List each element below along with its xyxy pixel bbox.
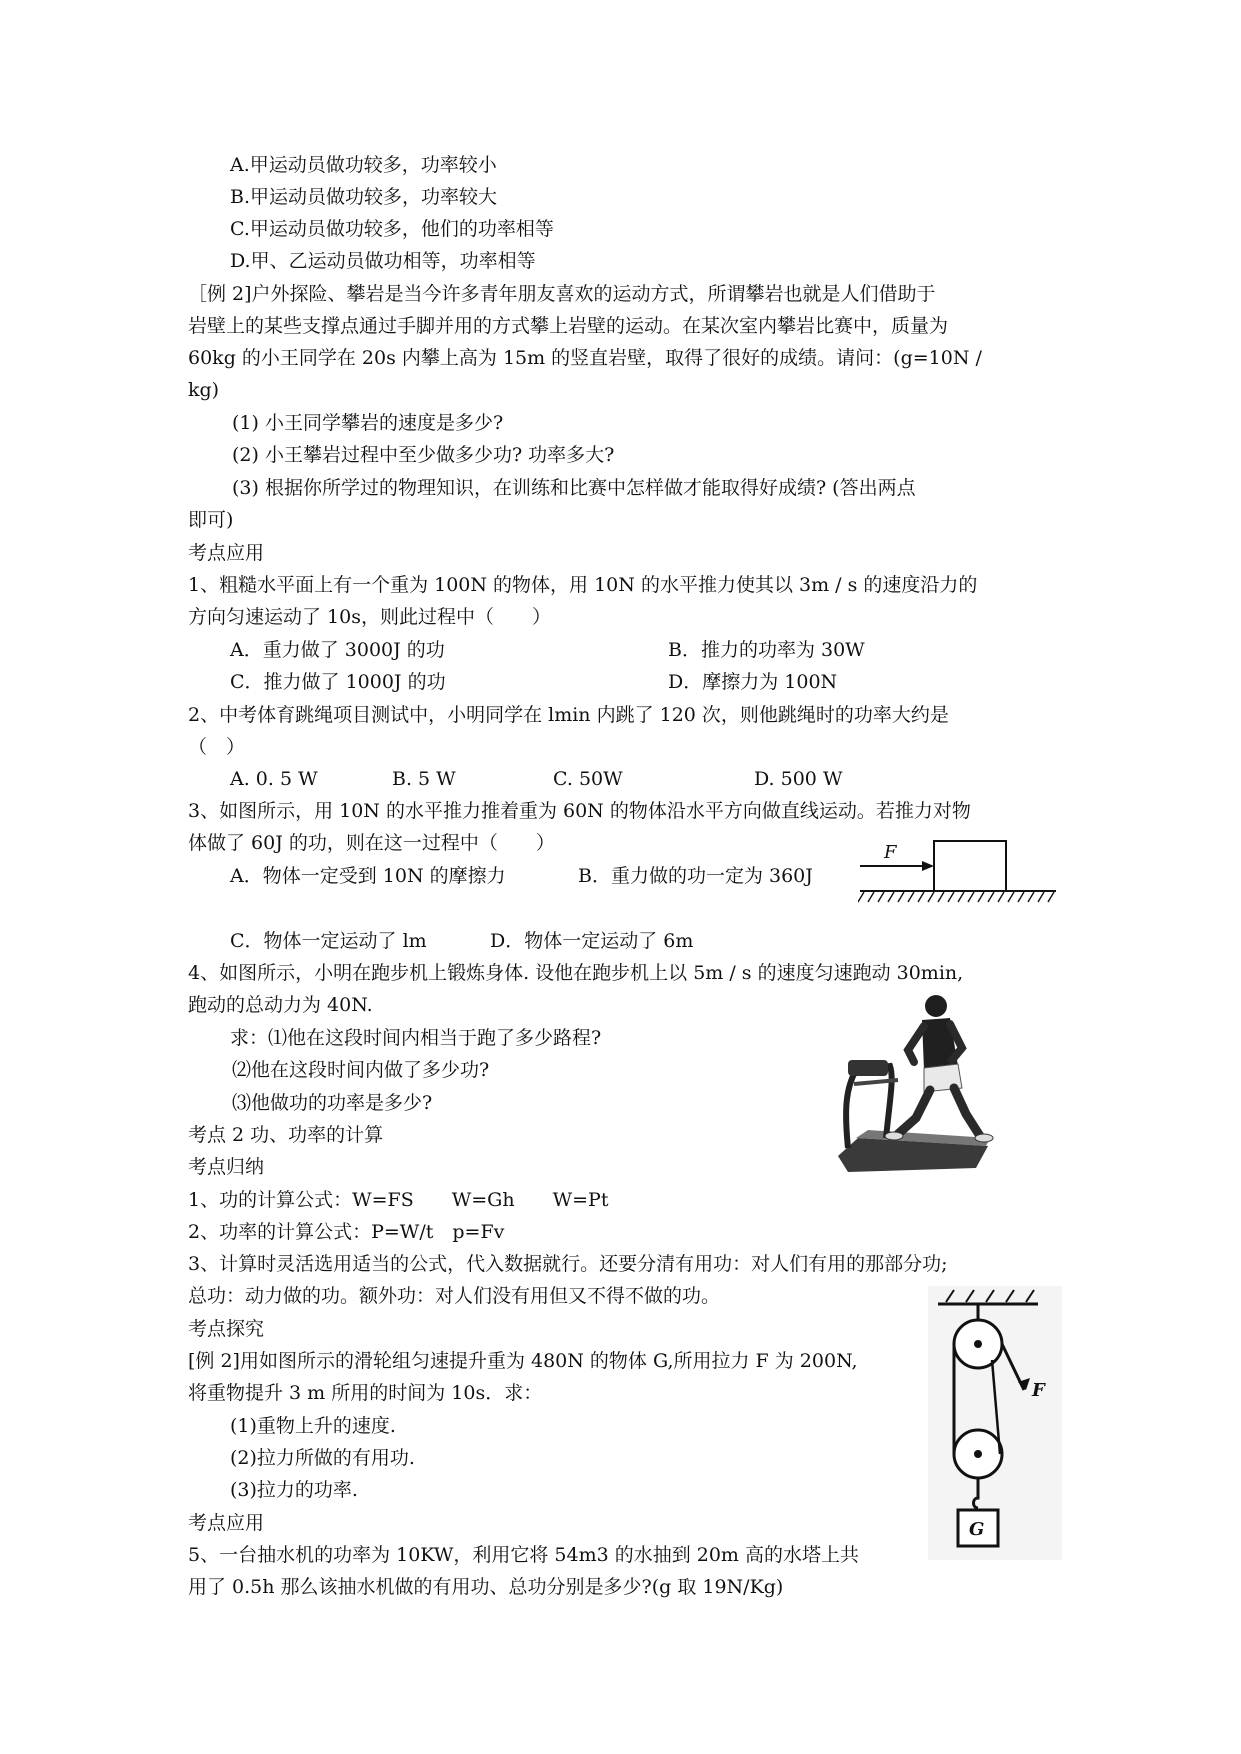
q2-option-b: B. 5 W <box>392 768 456 790</box>
push-arrow-head <box>922 861 934 871</box>
pulley-sub-3: (3)拉力的功率. <box>230 1479 358 1501</box>
q1-option-d: D．摩擦力为 100N <box>668 671 838 693</box>
push-block-figure <box>858 836 1058 906</box>
section-heading: 考点应用 <box>188 542 265 564</box>
q3-line-1: 3、如图所示，用 10N 的水平推力推着重为 60N 的物体沿水平方向做直线运动。若推力对物 <box>188 800 971 822</box>
example-2-line-4: kg) <box>188 379 220 401</box>
example-2-q1: (1) 小王同学攀岩的速度是多少? <box>232 412 504 434</box>
ground-hatch <box>858 892 1054 902</box>
q1-line-1: 1、粗糙水平面上有一个重为 100N 的物体，用 10N 的水平推力使其以 3m / s 的速度沿力的 <box>188 574 978 596</box>
q4-line-1: 4、如图所示，小明在跑步机上锻炼身体. 设他在跑步机上以 5m / s 的速度匀速跑动 30min, <box>188 962 964 984</box>
runner-leg-back <box>898 1090 930 1134</box>
example-2-q3-cont: 即可) <box>188 509 234 531</box>
example-2-q2: (2) 小王攀岩过程中至少做多少功? 功率多大? <box>232 444 615 466</box>
runner-leg-front <box>954 1088 980 1136</box>
treadmill-console <box>848 1060 888 1076</box>
q4-sub-2: ⑵他在这段时间内做了多少功? <box>232 1059 490 1081</box>
summary-heading: 考点归纳 <box>188 1156 265 1178</box>
option-b: B.甲运动员做功较多，功率较大 <box>230 186 498 208</box>
pulley-sub-1: (1)重物上升的速度. <box>230 1415 396 1437</box>
q3-option-a: A．物体一定受到 10N 的摩擦力 <box>230 865 506 887</box>
fixed-pulley-axle <box>974 1340 982 1348</box>
runner-shoe-front <box>975 1134 993 1142</box>
formula-power: 2、功率的计算公式：P=W/t p=Fv <box>188 1221 505 1243</box>
option-d: D.甲、乙运动员做功相等，功率相等 <box>230 250 536 272</box>
q3-line-2: 体做了 60J 的功，则在这一过程中（ ） <box>188 832 555 854</box>
pulley-figure <box>928 1286 1062 1560</box>
example-2-line-2: 岩壁上的某些支撑点通过手脚并用的方式攀上岩壁的运动。在某次室内攀岩比赛中，质量为 <box>188 315 949 337</box>
note-line-2: 总功：动力做的功。额外功：对人们没有用但又不得不做的功。 <box>188 1285 721 1307</box>
runner-arm-left <box>908 1026 924 1062</box>
q3-option-d: D．物体一定运动了 6m <box>490 930 694 952</box>
application-heading: 考点应用 <box>188 1512 265 1534</box>
q2-line-2: （ ） <box>188 736 246 758</box>
treadmill-figure <box>828 988 1000 1180</box>
pulley-force-label: F <box>1032 1380 1045 1401</box>
movable-pulley-axle <box>974 1450 982 1458</box>
q5-line-1: 5、一台抽水机的功率为 10KW，利用它将 54m3 的水抽到 20m 高的水塔上共 <box>188 1544 859 1566</box>
runner-head <box>925 995 947 1017</box>
block <box>934 841 1006 891</box>
q2-option-a: A. 0. 5 W <box>230 768 318 790</box>
q1-option-a: A．重力做了 3000J 的功 <box>230 639 445 661</box>
explore-heading: 考点探究 <box>188 1318 265 1340</box>
example-2-line-1: ［例 2]户外探险、攀岩是当今许多青年朋友喜欢的运动方式，所谓攀岩也就是人们借助于 <box>188 283 936 305</box>
runner-shoe-back <box>885 1132 903 1140</box>
pulley-sub-2: (2)拉力所做的有用功. <box>230 1447 415 1469</box>
pulley-weight-label: G <box>969 1519 985 1540</box>
q4-line-2: 跑动的总动力为 40N. <box>188 994 373 1016</box>
option-a: A.甲运动员做功较多，功率较小 <box>230 154 497 176</box>
q3-option-c: C．物体一定运动了 lm <box>230 930 427 952</box>
example-2-q3: (3) 根据你所学过的物理知识，在训练和比赛中怎样做才能取得好成绩? (答出两点 <box>232 477 916 499</box>
formula-work: 1、功的计算公式：W=FS W=Gh W=Pt <box>188 1189 609 1211</box>
q4-sub-1: 求：⑴他在这段时间内相当于跑了多少路程? <box>230 1027 602 1049</box>
q1-option-b: B．推力的功率为 30W <box>668 639 865 661</box>
q2-line-1: 2、中考体育跳绳项目测试中，小明同学在 lmin 内跳了 120 次，则他跳绳时的功率大约是 <box>188 704 949 726</box>
note-line-1: 3、计算时灵活选用适当的公式，代入数据就行。还要分清有用功：对人们有用的那部分功; <box>188 1253 948 1275</box>
option-c: C.甲运动员做功较多，他们的功率相等 <box>230 218 554 240</box>
q4-sub-3: ⑶他做功的功率是多少? <box>232 1092 433 1114</box>
push-force-label: F <box>884 842 897 863</box>
q5-line-2: 用了 0.5h 那么该抽水机做的有用功、总功分别是多少?(g 取 19N/Kg) <box>188 1576 784 1598</box>
q2-option-c: C. 50W <box>553 768 623 790</box>
q2-option-d: D. 500 W <box>754 768 843 790</box>
example-2-line-3: 60kg 的小王同学在 20s 内攀上高为 15m 的竖直岩壁，取得了很好的成绩。请问：(g=10N / <box>188 347 982 369</box>
q1-line-2: 方向匀速运动了 10s，则此过程中（ ） <box>188 606 551 628</box>
topic-2-heading: 考点 2 功、功率的计算 <box>188 1124 384 1146</box>
q1-option-c: C．推力做了 1000J 的功 <box>230 671 446 693</box>
q3-option-b: B．重力做的功一定为 360J <box>578 865 813 887</box>
pulley-example-line-1: [例 2]用如图所示的滑轮组匀速提升重为 480N 的物体 G,所用拉力 F 为 200N, <box>188 1350 858 1372</box>
pulley-example-line-2: 将重物提升 3 m 所用的时间为 10s．求： <box>188 1382 543 1404</box>
